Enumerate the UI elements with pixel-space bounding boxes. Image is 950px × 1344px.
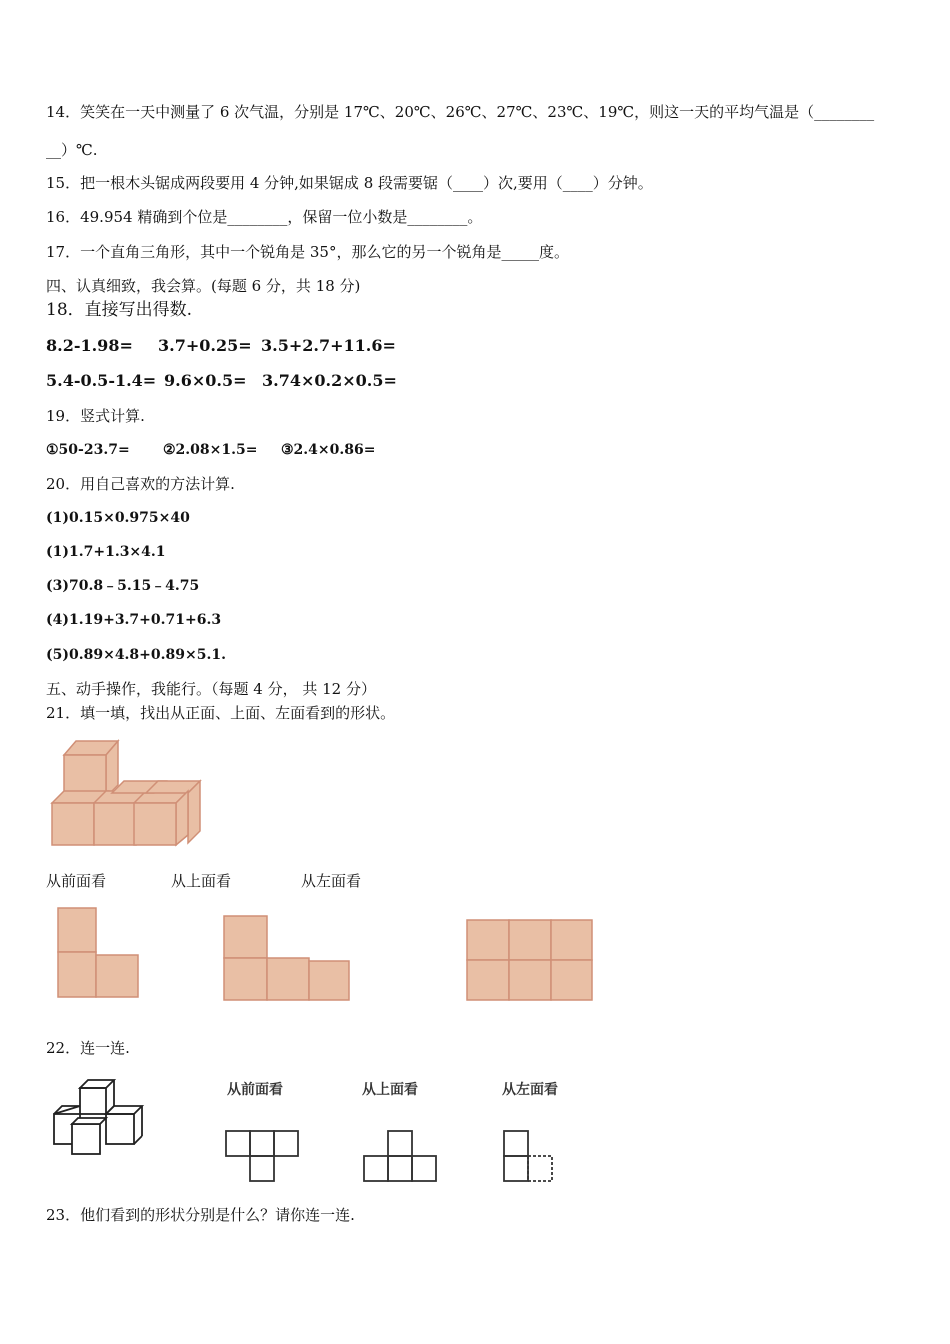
question-20-title: 20．用自己喜欢的方法计算. [46, 475, 235, 493]
section-5-heading: 五、动手操作，我能行。（每题 4 分， 共 12 分） [46, 680, 376, 698]
q21-front-label: 从前面看 [46, 872, 107, 890]
q21-view-shape-b [222, 914, 352, 1002]
q20-item: (1)1.7+1.3×4.1 [46, 544, 166, 560]
calc-item: 3.5+2.7+11.6= [261, 336, 396, 355]
q18-row2 [46, 371, 397, 391]
question-17: 17．一个直角三角形，其中一个锐角是 35°，那么它的另一个锐角是_____度。 [46, 243, 569, 261]
q20-item: (5)0.89×4.8+0.89×5.1. [46, 647, 226, 663]
q22-left-label: 从左面看 [502, 1082, 558, 1098]
calc-item: 8.2-1.98= [46, 336, 133, 355]
calc-item: 9.6×0.5= [164, 371, 247, 390]
q21-view-shape-a [55, 905, 141, 1000]
q22-front-label: 从前面看 [227, 1082, 283, 1098]
q19-items [46, 440, 375, 460]
calc-item: 3.7+0.25= [158, 336, 252, 355]
q22-cube-figure [50, 1076, 160, 1161]
calc-item: ③2.4×0.86= [281, 442, 376, 458]
question-18-title: 18．直接写出得数. [46, 300, 193, 320]
q22-view-shape-a [224, 1128, 300, 1184]
calc-item: 5.4-0.5-1.4= [46, 371, 157, 390]
question-15: 15．把一根木头锯成两段要用 4 分钟,如果锯成 8 段需要锯（____）次,要用（____）分钟。 [46, 174, 653, 192]
q22-top-label: 从上面看 [362, 1082, 418, 1098]
q22-view-shape-b [362, 1128, 440, 1184]
question-23-title: 23．他们看到的形状分别是什么？请你连一连. [46, 1206, 355, 1224]
calc-item: 3.74×0.2×0.5= [262, 371, 397, 390]
q22-view-shape-c [502, 1128, 557, 1184]
q21-top-label: 从上面看 [171, 872, 232, 890]
q20-item: (1)0.15×0.975×40 [46, 510, 190, 526]
q21-view-shape-c [465, 918, 595, 1002]
q20-item: (4)1.19+3.7+0.71+6.3 [46, 612, 222, 628]
question-14-line2: __）℃. [46, 141, 98, 159]
section-4-heading: 四、认真细致，我会算。(每题 6 分，共 18 分) [46, 277, 361, 295]
question-16: 16．49.954 精确到个位是________，保留一位小数是________。 [46, 208, 483, 226]
q18-row1 [46, 336, 396, 356]
calc-item: ①50-23.7= [46, 442, 130, 458]
question-19-title: 19．竖式计算. [46, 407, 145, 425]
q20-item: (3)70.8﹣5.15﹣4.75 [46, 578, 200, 594]
question-21-title: 21．填一填，找出从正面、上面、左面看到的形状。 [46, 704, 396, 722]
q21-cube-figure [46, 735, 206, 850]
question-14-line1: 14．笑笑在一天中测量了 6 次气温，分别是 17℃、20℃、26℃、27℃、23℃、19℃，则这一天的平均气温是（________ [46, 103, 875, 121]
calc-item: ②2.08×1.5= [163, 442, 258, 458]
q21-left-label: 从左面看 [301, 872, 362, 890]
question-22-title: 22．连一连. [46, 1039, 130, 1057]
